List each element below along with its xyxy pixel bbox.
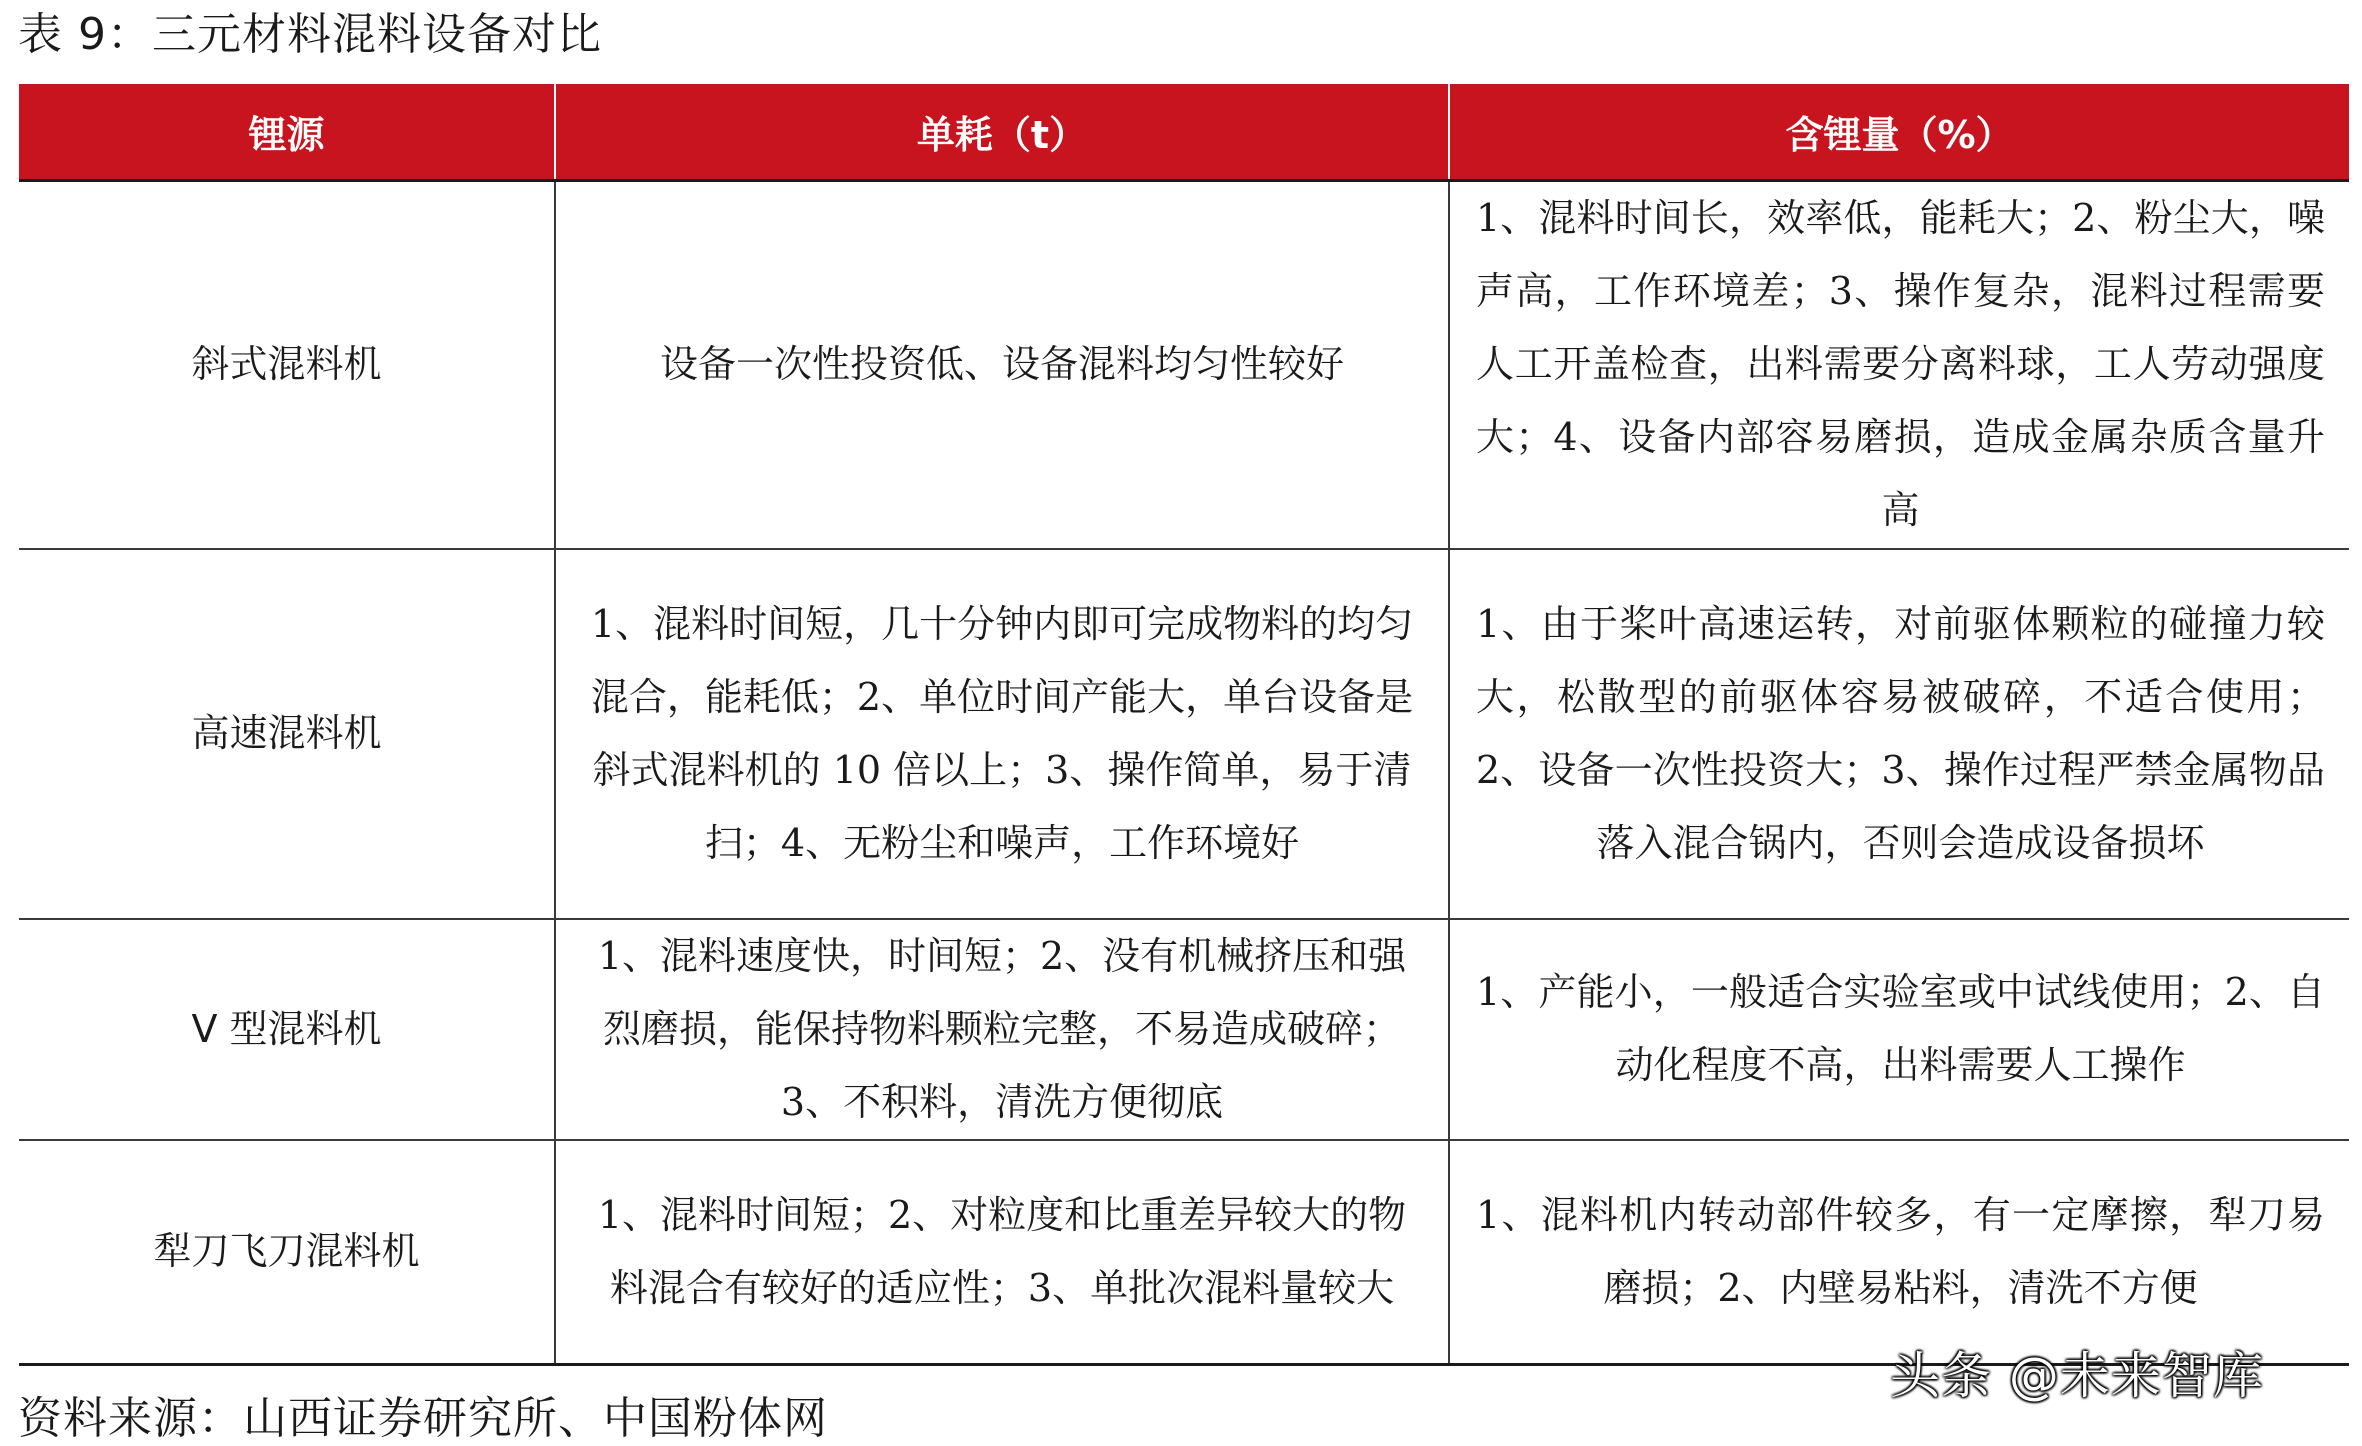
equipment-name: 高速混料机: [19, 549, 555, 919]
disadvantages-cell: 1、产能小，一般适合实验室或中试线使用；2、自动化程度不高，出料需要人工操作: [1449, 919, 2349, 1140]
advantages-cell: 1、混料时间短，几十分钟内即可完成物料的均匀混合，能耗低；2、单位时间产能大，单台设备是斜式混料机的 10 倍以上；3、操作简单，易于清扫；4、无粉尘和噪声，工作环境好: [555, 549, 1449, 919]
table-row: [19, 181, 2349, 549]
advantages-cell: 1、混料速度快，时间短；2、没有机械挤压和强烈磨损，能保持物料颗粒完整，不易造成破碎；3、不积料，清洗方便彻底: [555, 919, 1449, 1140]
header-lithium-source: 锂源: [19, 84, 555, 181]
table-row: [19, 549, 2349, 919]
equipment-name: 犁刀飞刀混料机: [19, 1140, 555, 1365]
table-title: 表 9：三元材料混料设备对比: [18, 9, 602, 60]
table-row: [19, 1140, 2349, 1365]
comparison-table: [19, 84, 2349, 1366]
table-row: [19, 919, 2349, 1140]
source-note: 资料来源：山西证券研究所、中国粉体网: [18, 1393, 828, 1444]
disadvantages-cell: 1、由于桨叶高速运转，对前驱体颗粒的碰撞力较大，松散型的前驱体容易被破碎，不适合使用；2、设备一次性投资大；3、操作过程严禁金属物品落入混合锅内，否则会造成设备损坏: [1449, 549, 2349, 919]
disadvantages-cell: 1、混料机内转动部件较多，有一定摩擦，犁刀易磨损；2、内壁易粘料，清洗不方便: [1449, 1140, 2349, 1365]
advantages-cell: 设备一次性投资低、设备混料均匀性较好: [555, 181, 1449, 549]
header-row: [19, 84, 2349, 181]
advantages-cell: 1、混料时间短；2、对粒度和比重差异较大的物料混合有较好的适应性；3、单批次混料量较大: [555, 1140, 1449, 1365]
disadvantages-cell: 1、混料时间长，效率低，能耗大；2、粉尘大，噪声高，工作环境差；3、操作复杂，混料过程需要人工开盖检查，出料需要分离料球，工人劳动强度大；4、设备内部容易磨损，造成金属杂质含量升高: [1449, 181, 2349, 549]
header-lithium-content: 含锂量（%）: [1449, 84, 2349, 181]
header-unit-consumption: 单耗（t）: [555, 84, 1449, 181]
equipment-name: 斜式混料机: [19, 181, 555, 549]
watermark: 头条 @未来智库: [1890, 1347, 2264, 1405]
equipment-name: V 型混料机: [19, 919, 555, 1140]
